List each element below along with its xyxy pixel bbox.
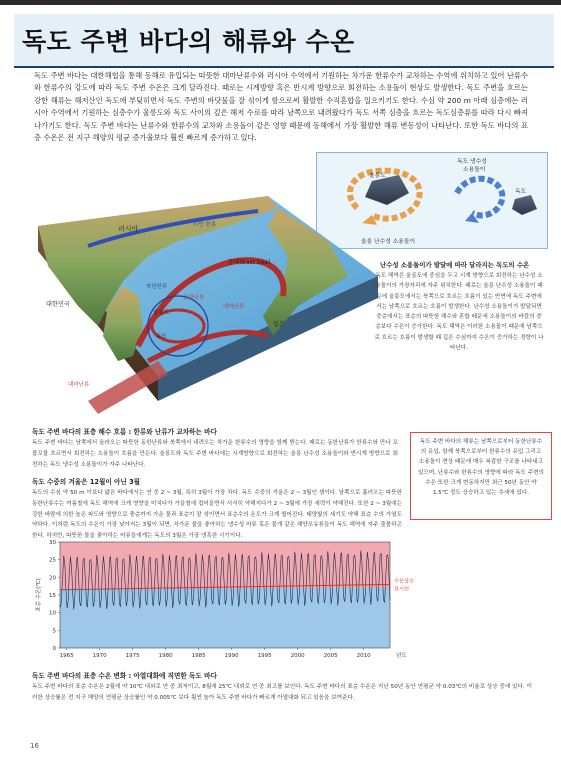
east-sea-label: 동해(East Sea) [228, 259, 271, 266]
x-tick-label: 1995 [257, 653, 272, 659]
x-tick-label: 2010 [356, 653, 371, 659]
inset-ulleungdo-label: 울릉도 [369, 173, 386, 179]
y-tick-label: 30 [49, 540, 56, 546]
page-title: 독도 주변 바다의 해류와 수온 [22, 27, 355, 56]
inset-caption-text: 독도 해역은 울릉도에 중심을 두고 시계 방향으로 회전하는 난수성 소용돌이의 가장자리에 자주 위치한다. 때로는 울릉 난수성 소용돌이 때문에 울릉도에서는 북쪽으로 흐르는 흐름이 있는 반면에 독도 주변에서는 남쪽으로 흐르는 흐름이 발생한다. 난수성 소용돌이가 발달되면 중층에서는 표층의 따뜻한 해수와 혼합 때문에 소용돌이의 바깥의 중층보다 수온이 증가한다. 독도 해역은 이러한 소용돌이 때문에 남쪽으로 흐르는 흐름이 발생할 때 깊은 수심까지 수온이 증가하는 경향이 나타난다. [374, 273, 544, 352]
x-axis-label: 년도 [396, 653, 407, 659]
inset-caption-title: 난수성 소용돌이가 발달에 따라 달라지는 독도의 수온 [380, 261, 530, 269]
tsushima-warm-label-2: 대마난류 [68, 382, 90, 388]
inset-warm-eddy-label: 울릉 난수성 소용돌이 [361, 239, 416, 245]
y-tick-label: 5 [52, 628, 56, 635]
section1-title: 독도 주변 바다의 표층 해수 흐름 : 한류와 난류가 교차하는 바다 [32, 428, 217, 436]
y-tick-label: 15 [49, 593, 56, 599]
x-tick-label: 1985 [191, 653, 206, 659]
x-tick-label: 2005 [323, 653, 338, 659]
y-tick-label: 25 [49, 557, 56, 564]
inset-cold-eddy-label-1: 독도 냉수성 [457, 159, 487, 165]
x-tick-label: 1970 [92, 653, 107, 659]
x-tick-label: 1980 [158, 653, 173, 659]
inset-dokdo-label: 독도 [515, 189, 527, 195]
x-tick-label: 1975 [125, 653, 140, 659]
y-tick-label: 10 [49, 610, 56, 617]
x-tick-label: 1965 [59, 653, 74, 659]
y-axis-label: 표층 수온(℃) [36, 578, 42, 612]
east-korea-warm-label: 동한난류 [183, 295, 205, 301]
inset-cold-eddy-label-2: 소용돌이 [463, 167, 486, 173]
section3-title: 독도 주변 바다의 표층 수온 변화 : 아열대화에 직면한 독도 바다 [32, 672, 217, 680]
x-tick-label: 2000 [290, 653, 305, 659]
section2-text: 독도의 수심 약 50 m 이보다 얇은 바다에서는 연 중 2 ~ 3월, 특히 3월이 가장 차다. 독도 수중의 겨울은 2 ~ 3월인 셈이다. 남쪽으로 흘러오는 따뜻한 동한난류수는 여름철에 독도 해역에 크게 영향을 미치다가 가을철에 접어들면서 서서히 약해지다가 2 ~ 3월에 가장 세력이 약해진다. 또한 2 ~ 3월에는 강한 바람에 의한 높은 파도와 영향으로 충층까지 가운 물과 표층이 잘 섞이면서 표층수의 온도가 크게 떨어진다. 태양빛의 세기도 약해 표층 수의 가열도 약하다. 이처럼 독도의 수온이 가장 낮아지는 3월이 되면, 차가운 물을 좋아하는 냉수성 어류 혹은 물개 같은 해양포유류들이 독도 해역에 자주 출몰하곤 한다. 하지만, 따뜻한 물을 좋아하는 어류들에게는 독도의 3월은 가장 냉혹한 시기이다. [32, 490, 402, 540]
north-korea-cold-label: 북한한류 [146, 284, 168, 290]
section1-text: 독도 주변 바다는 남쪽에서 올라오는 따뜻한 동한난류와 북쪽에서 내려오는 차가운 한류수의 영향을 함께 받는다. 때로는 동한난류가 한류수와 만나 꼬불꼬불 흐르면서 회전하는 소용돌이 흐름을 만든다. 울릉도와 독도 주변 바다에는 시계방향으로 회전하는 울릉 난수성 소용돌이와 반시계 방향으로 회전하는 독도 냉수성 소용돌이가 자주 나타난다. [32, 440, 398, 468]
summary-text: 독도 주변 바다의 해류는 남쪽으로부터 동한난류수의 유입, 함께 북쪽으로부터 한류수의 유입 그리고 소용돌이 현상 때문에 매우 복잡한 구조를 나타내고 있으며, 난류수와 한류수의 영향에 따라 독도 주변의 수온 또한 크게 변동하지만 최근 50년 동안 약 1.5℃ 정도 상승하고 있는 추세에 있다. [418, 439, 544, 497]
y-tick-label: 0 [52, 646, 56, 652]
top-border [0, 0, 561, 5]
x-tick-label: 1990 [224, 653, 239, 659]
japan-label: 일본 [273, 321, 285, 328]
ocean-current-map [28, 186, 383, 418]
liman-cold-label: 리만 한류 [193, 222, 217, 228]
map-dokdo-label: 독도 [156, 334, 167, 340]
page-number: 16 [30, 742, 39, 750]
korea-label: 대한민국 [46, 301, 70, 308]
trend-annotation-2: 표시선 [394, 586, 410, 593]
section2-title: 독도 수중의 겨울은 12월이 아닌 3월 [32, 478, 141, 486]
trend-annotation-1: 수온상승 [394, 578, 415, 585]
sst-chart [30, 536, 430, 664]
y-tick-label: 20 [49, 575, 56, 582]
russia-label: 러시아 [118, 225, 139, 233]
map-ulleungdo-label: 울릉도 [153, 310, 169, 316]
tsushima-warm-label: 대마난류 [223, 304, 245, 310]
intro-paragraph: 독도 주변 바다는 대한해협을 통해 동해로 유입되는 따뜻한 대마난류수와 러시아 수역에서 기원하는 차가운 한류수가 교차하는 수역에 위치하고 있어 난류수와 한류수의 강도에 따라 독도 주변 수온은 크게 달라진다. 때로는 시계방향 혹은 반시계 방향으로 회전하는 소용돌이 현상도 발생한다. 독도 주변을 흐르는 강한 해류는 해저산인 독도에 부딪히면서 독도 주변의 바닷물을 잘 섞이게 함으로써 활발한 수직혼합을 일으키기도 한다. 수심 약 200 m 아래 심층에는 러시아 수역에서 기원하는 심층수가 울릉도와 독도 사이의 깊은 해저 수로를 따라 남쪽으로 내려왔다가 독도 서쪽 심층을 흐르는 독도심층류를 따라 다시 빠져나가기도 한다. 독도 주변 바다는 난류수와 한류수의 교차와 소용돌이 같은 영향 때문에 동해에서 가장 활발한 해류 변동성이 나타난다. 또한 독도 바다의 표층 수온은 전 지구 해양의 평균 증가율보다 훨씬 빠르게 증가하고 있다. [34, 71, 528, 143]
section3-text: 독도 주변 바다의 표층 수온은 2월에 약 10℃ 내외로 연 중 최저이고, 8월에 25℃ 내외로 연 중 최고를 보인다. 독도 주변 바다의 표층 수온은 지난 50년 동안 연평균 약 0.03℃의 비율로 상승 중에 있다. 이러한 상승률은 전 지구 해양의 연평균 상승률인 약 0.005℃ 보다 훨씬 높아 독도 주변 바다가 빠르게 아열대화 되고 있음을 보여준다. [32, 684, 532, 701]
